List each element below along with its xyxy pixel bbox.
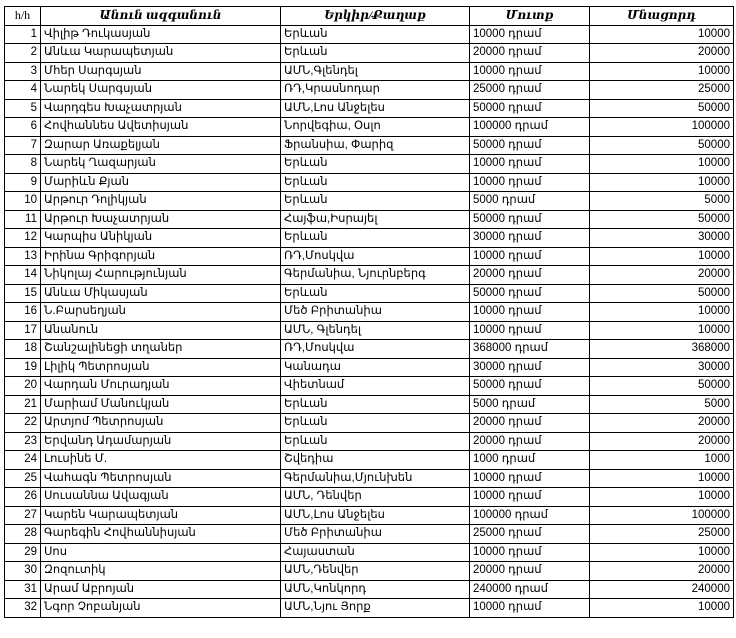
row-number: 20	[5, 377, 41, 396]
table-row	[5, 377, 734, 396]
row-number: 12	[5, 229, 41, 248]
row-number: 6	[5, 118, 41, 137]
row-full-name: Վիլիթ Դուկասյան	[41, 25, 281, 44]
row-balance: 50000	[590, 99, 734, 118]
row-country-city: ԱՄՆ,Լոս Անջելես	[281, 506, 470, 525]
row-country-city: Երևան	[281, 284, 470, 303]
row-number: 19	[5, 358, 41, 377]
row-full-name: Իրինա Գրիգորյան	[41, 247, 281, 266]
row-balance: 10000	[590, 488, 734, 507]
row-number: 14	[5, 266, 41, 285]
table-row	[5, 118, 734, 137]
row-income: 25000 դրամ	[470, 81, 590, 100]
row-full-name: Երվանդ Ադամարյան	[41, 432, 281, 451]
row-income: 10000 դրամ	[470, 469, 590, 488]
row-income: 20000 դրամ	[470, 44, 590, 63]
row-country-city: Հայաստան	[281, 543, 470, 562]
row-number: 13	[5, 247, 41, 266]
row-country-city: Երևան	[281, 155, 470, 174]
table-row	[5, 451, 734, 470]
table-row	[5, 81, 734, 100]
row-country-city: ԱՄՆ,Նյու Յորք	[281, 599, 470, 618]
row-balance: 25000	[590, 525, 734, 544]
row-income: 10000 դրամ	[470, 488, 590, 507]
row-balance: 10000	[590, 173, 734, 192]
row-country-city: Կանադա	[281, 358, 470, 377]
row-country-city: ԱՄՆ, Դենվեր	[281, 488, 470, 507]
row-full-name: Անանուն	[41, 321, 281, 340]
row-number: 3	[5, 62, 41, 81]
row-number: 21	[5, 395, 41, 414]
row-balance: 1000	[590, 451, 734, 470]
table-row	[5, 266, 734, 285]
row-full-name: Արթուր Խաչատրյան	[41, 210, 281, 229]
table-row	[5, 173, 734, 192]
row-balance: 20000	[590, 414, 734, 433]
header-name: Անուն ազգանուն	[41, 7, 281, 26]
row-country-city: Երևան	[281, 432, 470, 451]
row-income: 20000 դրամ	[470, 432, 590, 451]
row-balance: 10000	[590, 469, 734, 488]
table-row	[5, 136, 734, 155]
row-country-city: Հայֆա,Իսրայել	[281, 210, 470, 229]
row-country-city: ԱՄՆ, Գլենդել	[281, 321, 470, 340]
row-full-name: Արթուր Դոլիկյան	[41, 192, 281, 211]
table-row	[5, 44, 734, 63]
table-row	[5, 303, 734, 322]
table-row	[5, 210, 734, 229]
row-balance: 30000	[590, 358, 734, 377]
row-balance: 20000	[590, 432, 734, 451]
row-full-name: Հովհաննես Ավետիսյան	[41, 118, 281, 137]
row-country-city: Երևան	[281, 44, 470, 63]
row-country-city: Գերմանիա, Նյուրնբերգ	[281, 266, 470, 285]
row-number: 28	[5, 525, 41, 544]
row-full-name: Նգոր Չոբանյան	[41, 599, 281, 618]
header-country-city: Երկիր/Քաղաք	[281, 7, 470, 26]
header-number: h/h	[5, 7, 41, 26]
row-balance: 240000	[590, 580, 734, 599]
row-balance: 30000	[590, 229, 734, 248]
row-income: 50000 դրամ	[470, 210, 590, 229]
row-full-name: Նիկոլայ Հարությունյան	[41, 266, 281, 285]
row-balance: 10000	[590, 303, 734, 322]
row-balance: 5000	[590, 192, 734, 211]
row-full-name: Զարար Առաքելյան	[41, 136, 281, 155]
row-number: 29	[5, 543, 41, 562]
row-country-city: ԱՄՆ,Կոնկորդ	[281, 580, 470, 599]
row-full-name: Անևա Միկասյան	[41, 284, 281, 303]
row-number: 30	[5, 562, 41, 581]
table-row	[5, 192, 734, 211]
row-full-name: Սոս	[41, 543, 281, 562]
row-full-name: Լուսինե Մ.	[41, 451, 281, 470]
row-income: 10000 դրամ	[470, 173, 590, 192]
row-number: 25	[5, 469, 41, 488]
row-number: 16	[5, 303, 41, 322]
row-income: 100000 դրամ	[470, 506, 590, 525]
row-income: 50000 դրամ	[470, 284, 590, 303]
table-row	[5, 247, 734, 266]
row-income: 25000 դրամ	[470, 525, 590, 544]
table-row	[5, 432, 734, 451]
row-income: 30000 դրամ	[470, 358, 590, 377]
row-income: 5000 դրամ	[470, 395, 590, 414]
row-number: 24	[5, 451, 41, 470]
row-income: 10000 դրամ	[470, 62, 590, 81]
row-country-city: Երևան	[281, 395, 470, 414]
row-country-city: ԱՄՆ,Դենվեր	[281, 562, 470, 581]
table-row	[5, 469, 734, 488]
row-income: 5000 դրամ	[470, 192, 590, 211]
row-number: 31	[5, 580, 41, 599]
row-balance: 50000	[590, 210, 734, 229]
row-balance: 10000	[590, 25, 734, 44]
row-balance: 20000	[590, 562, 734, 581]
row-number: 23	[5, 432, 41, 451]
table-row	[5, 25, 734, 44]
row-full-name: Վարդան Մուրադյան	[41, 377, 281, 396]
row-full-name: Կարպիս Անիկյան	[41, 229, 281, 248]
row-country-city: Երևան	[281, 414, 470, 433]
row-income: 50000 դրամ	[470, 136, 590, 155]
row-country-city: Երևան	[281, 173, 470, 192]
row-balance: 100000	[590, 506, 734, 525]
row-country-city: Մեծ Բրիտանիա	[281, 303, 470, 322]
row-income: 368000 դրամ	[470, 340, 590, 359]
row-number: 4	[5, 81, 41, 100]
row-country-city: ՌԴ,Մոսկվա	[281, 247, 470, 266]
table-header	[5, 7, 734, 26]
row-country-city: Մեծ Բրիտանիա	[281, 525, 470, 544]
row-balance: 10000	[590, 321, 734, 340]
row-full-name: Ն.Բարսեղյան	[41, 303, 281, 322]
header-balance: Մնացորդ	[590, 7, 734, 26]
row-number: 1	[5, 25, 41, 44]
table-row	[5, 599, 734, 618]
row-full-name: Գարեգին Հովհաննիսյան	[41, 525, 281, 544]
row-full-name: Շանշալինեցի տղաներ	[41, 340, 281, 359]
row-balance: 368000	[590, 340, 734, 359]
row-number: 32	[5, 599, 41, 618]
row-balance: 20000	[590, 266, 734, 285]
row-full-name: Անևա Կարապետյան	[41, 44, 281, 63]
table-row	[5, 525, 734, 544]
table-body	[5, 25, 734, 617]
row-income: 50000 դրամ	[470, 377, 590, 396]
table-row	[5, 506, 734, 525]
row-income: 10000 դրամ	[470, 543, 590, 562]
row-balance: 10000	[590, 247, 734, 266]
row-balance: 50000	[590, 377, 734, 396]
row-country-city: Վիետնամ	[281, 377, 470, 396]
table-row	[5, 155, 734, 174]
row-income: 10000 դրամ	[470, 321, 590, 340]
row-balance: 20000	[590, 44, 734, 63]
row-income: 10000 դրամ	[470, 25, 590, 44]
row-income: 20000 դրամ	[470, 562, 590, 581]
row-country-city: Ֆրանսիա, Փարիզ	[281, 136, 470, 155]
row-full-name: Արտյոմ Պետրոսյան	[41, 414, 281, 433]
table-row	[5, 488, 734, 507]
row-full-name: Նարեկ Ղազարյան	[41, 155, 281, 174]
row-balance: 10000	[590, 543, 734, 562]
row-income: 10000 դրամ	[470, 303, 590, 322]
row-full-name: Լիլիկ Պետրոսյան	[41, 358, 281, 377]
row-country-city: ՌԴ,Կրասնոդար	[281, 81, 470, 100]
table-row	[5, 321, 734, 340]
row-balance: 10000	[590, 599, 734, 618]
row-number: 22	[5, 414, 41, 433]
row-number: 17	[5, 321, 41, 340]
table-row	[5, 229, 734, 248]
row-number: 11	[5, 210, 41, 229]
row-full-name: Մարիևն Քյան	[41, 173, 281, 192]
row-full-name: Նարեկ Սարգսյան	[41, 81, 281, 100]
row-balance: 5000	[590, 395, 734, 414]
row-number: 27	[5, 506, 41, 525]
row-income: 10000 դրամ	[470, 247, 590, 266]
table-row	[5, 414, 734, 433]
row-full-name: Մհեր Սարգսյան	[41, 62, 281, 81]
row-country-city: Երևան	[281, 192, 470, 211]
row-full-name: Կարեն Կարապետյան	[41, 506, 281, 525]
row-income: 30000 դրամ	[470, 229, 590, 248]
row-full-name: Մարիամ Մանուկյան	[41, 395, 281, 414]
row-country-city: Երևան	[281, 25, 470, 44]
row-income: 20000 դրամ	[470, 266, 590, 285]
row-number: 5	[5, 99, 41, 118]
table-row	[5, 62, 734, 81]
row-country-city: ԱՄՆ,Լոս Անջելես	[281, 99, 470, 118]
row-income: 10000 դրամ	[470, 155, 590, 174]
row-income: 1000 դրամ	[470, 451, 590, 470]
table-row	[5, 562, 734, 581]
table-row	[5, 99, 734, 118]
row-income: 10000 դրամ	[470, 599, 590, 618]
row-country-city: Գերմանիա,Մյունխեն	[281, 469, 470, 488]
row-balance: 50000	[590, 284, 734, 303]
row-full-name: Արամ Աբրոյան	[41, 580, 281, 599]
row-balance: 25000	[590, 81, 734, 100]
table-row	[5, 284, 734, 303]
table-row	[5, 395, 734, 414]
row-balance: 10000	[590, 155, 734, 174]
row-income: 240000 դրամ	[470, 580, 590, 599]
row-number: 15	[5, 284, 41, 303]
header-income: Մուտք	[470, 7, 590, 26]
row-number: 26	[5, 488, 41, 507]
row-number: 10	[5, 192, 41, 211]
row-income: 20000 դրամ	[470, 414, 590, 433]
row-number: 9	[5, 173, 41, 192]
table-row	[5, 340, 734, 359]
row-country-city: Նորվեգիա, Օսլո	[281, 118, 470, 137]
row-full-name: Վարդգես Խաչատրյան	[41, 99, 281, 118]
row-country-city: Շվեդիա	[281, 451, 470, 470]
row-country-city: ԱՄՆ,Գլենդել	[281, 62, 470, 81]
row-balance: 100000	[590, 118, 734, 137]
header-row	[5, 7, 734, 26]
row-full-name: Վահագն Պետրոսյան	[41, 469, 281, 488]
table-row	[5, 358, 734, 377]
row-number: 7	[5, 136, 41, 155]
row-full-name: Զոզուտիկ	[41, 562, 281, 581]
table-row	[5, 580, 734, 599]
donations-table	[4, 6, 734, 618]
row-full-name: Սուսաննա Ավագյան	[41, 488, 281, 507]
row-country-city: ՌԴ,Մոսկվա	[281, 340, 470, 359]
row-balance: 10000	[590, 62, 734, 81]
row-balance: 50000	[590, 136, 734, 155]
row-number: 18	[5, 340, 41, 359]
row-country-city: Երևան	[281, 229, 470, 248]
row-number: 8	[5, 155, 41, 174]
row-income: 100000 դրամ	[470, 118, 590, 137]
table-row	[5, 543, 734, 562]
row-income: 50000 դրամ	[470, 99, 590, 118]
row-number: 2	[5, 44, 41, 63]
